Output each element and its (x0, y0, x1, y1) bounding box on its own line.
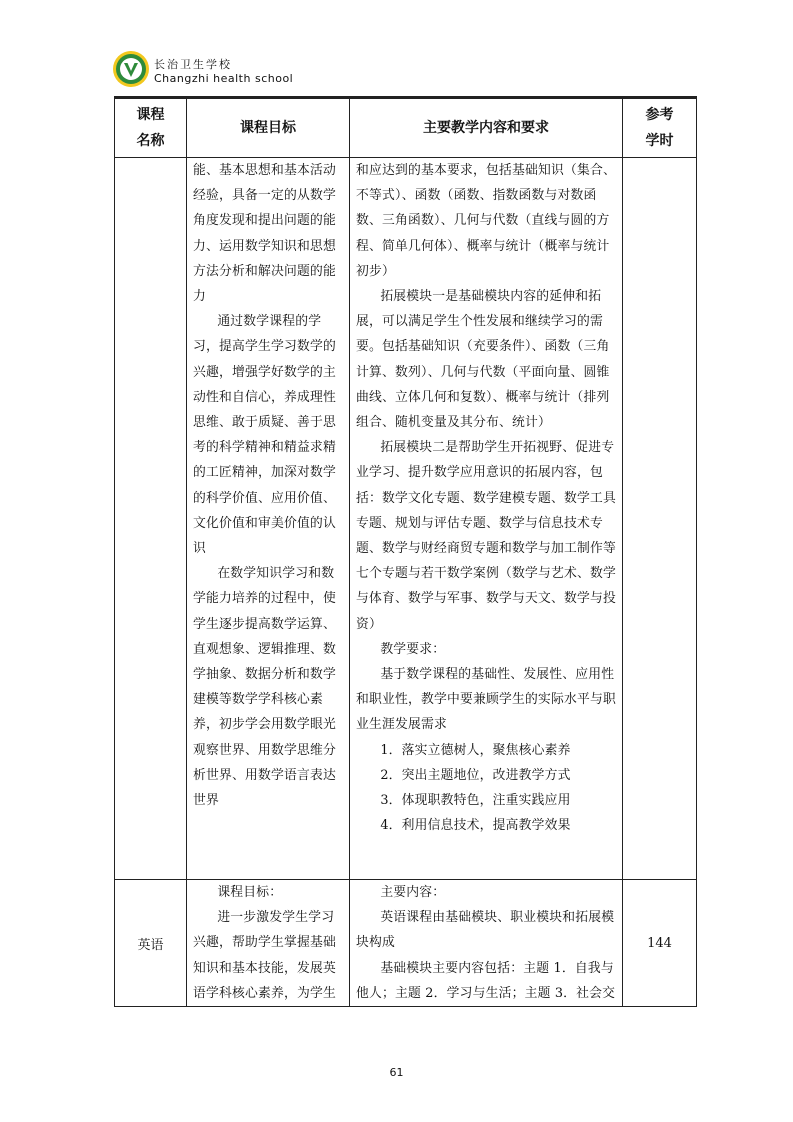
content-paragraph: 基础模块主要内容包括：主题 1．自我与他人；主题 2．学习与生活；主题 3．社会交 (356, 960, 616, 1001)
content-paragraph: 3．体现职教特色，注重实践应用 (380, 793, 571, 809)
table-row (115, 880, 697, 1007)
page-number: 61 (389, 1066, 404, 1079)
content-cell (350, 880, 623, 1007)
goal-paragraph: 能、基本思想和基本活动经验，具备一定的从数学角度发现和提出问题的能力、运用数学知识和思想方法分析和解决问题的能力 (193, 163, 336, 305)
school-logo-icon (112, 50, 150, 88)
page-header (112, 50, 712, 92)
content-paragraph: 拓展模块二是帮助学生开拓视野、促进专业学习、提升数学应用意识的拓展内容，包括：数学文化专题、数学建模专题、数学工具专题、规划与评估专题、数学与信息技术专题、数学与财经商贸专题和数学与加工制作等七个专题与若干数学案例（数学与艺术、数学与体育、数学与军事、数学与天文、数学与投资） (356, 440, 616, 632)
header-course-name: 课程 名称 (115, 98, 187, 158)
content-paragraph: 拓展模块一是基础模块内容的延伸和拓展，可以满足学生个性发展和继续学习的需要。包括基础知识（充要条件）、函数（三角计算、数列）、几何与代数（平面向量、圆锥曲线、立体几何和复数）、概率与统计（排列组合、随机变量及其分布、统计） (356, 289, 610, 431)
content-cell (350, 158, 623, 880)
content-paragraph: 4．利用信息技术，提高教学效果 (380, 818, 571, 834)
header-course-goal: 课程目标 (187, 98, 350, 158)
hours-cell (623, 158, 697, 880)
content-paragraph: 1．落实立德树人，聚焦核心素养 (380, 742, 571, 758)
content-paragraph: 基于数学课程的基础性、发展性、应用性和职业性，教学中要兼顾学生的实际水平与职业生涯发展需求 (356, 667, 616, 733)
table-row (115, 158, 697, 880)
hours-cell: 144 (623, 880, 697, 1007)
goal-paragraph: 课程目标： (217, 885, 283, 900)
course-goal-cell (187, 158, 350, 880)
content-paragraph: 主要内容： (380, 885, 446, 900)
school-name-chinese: 长治卫生学校 (154, 58, 232, 71)
course-name-cell (115, 158, 187, 880)
content-paragraph: 教学要求： (380, 641, 446, 657)
goal-paragraph: 通过数学课程的学习，提高学生学习数学的兴趣，增强学好数学的主动性和自信心，养成理性思维、敢于质疑、善于思考的科学精神和精益求精的工匠精神，加深对数学的科学价值、应用价值、文化价值和审美价值的认识 (193, 314, 336, 557)
content-paragraph: 英语课程由基础模块、职业模块和拓展模块构成 (356, 910, 615, 951)
content-paragraph: 和应达到的基本要求，包括基础知识（集合、不等式）、函数（函数、指数函数与对数函数、三角函数）、几何与代数（直线与圆的方程、简单几何体）、概率与统计（概率与统计初步） (356, 163, 616, 279)
header-main-content: 主要教学内容和要求 (350, 98, 623, 158)
header-hours: 参考 学时 (623, 98, 697, 158)
course-name-cell: 英语 (115, 880, 187, 1007)
content-paragraph: 2．突出主题地位，改进教学方式 (380, 767, 571, 783)
course-goal-cell (187, 880, 350, 1007)
school-name-english: Changzhi health school (154, 72, 294, 85)
course-table (114, 96, 697, 1007)
goal-paragraph: 在数学知识学习和数学能力培养的过程中，使学生逐步提高数学运算、直观想象、逻辑推理、数学抽象、数据分析和数学建模等数学学科核心素养，初步学会用数学眼光观察世界、用数学思维分析世界、用数学语言表达世界 (193, 566, 336, 809)
goal-paragraph: 进一步激发学生学习兴趣，帮助学生掌握基础知识和基本技能，发展英语学科核心素养，为学生 (193, 910, 336, 1001)
